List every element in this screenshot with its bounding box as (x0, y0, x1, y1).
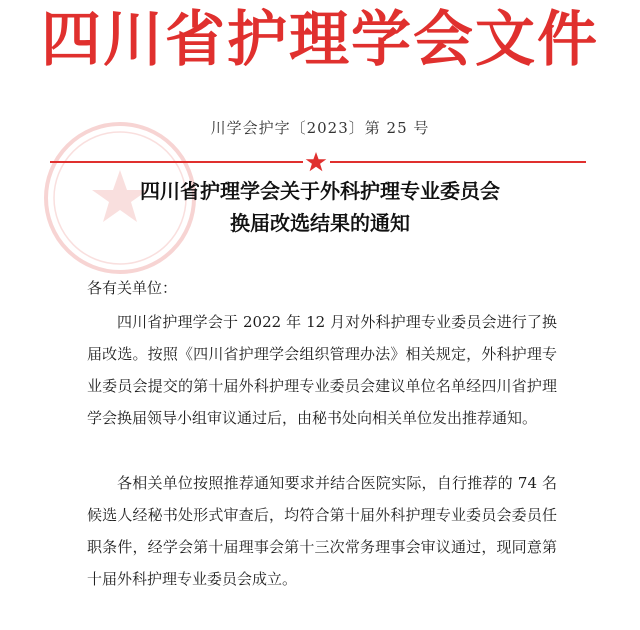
salutation: 各有关单位： (87, 279, 178, 297)
header-divider-left (50, 161, 303, 163)
document-number: 川学会护字〔2023〕第 25 号 (210, 119, 430, 137)
notice-title-line-2: 换届改选结果的通知 (230, 211, 410, 235)
body-paragraph-2: 各相关单位按照推荐通知要求并结合医院实际，自行推荐的 74 名候选人经秘书处形式审查后，均符合第十届外科护理专业委员会委员任职条件，经学会第十届理事会第十三次常务理事会审议通过，现同意第十届外科护理专业委员会成立。 (87, 474, 557, 588)
document-masthead: 四川省护理学会文件 (41, 5, 599, 75)
star-icon (304, 150, 328, 174)
notice-title-line-1: 四川省护理学会关于外科护理专业委员会 (140, 179, 500, 203)
header-divider-right (330, 161, 586, 163)
body-paragraph-1: 四川省护理学会于 2022 年 12 月对外科护理专业委员会进行了换届改选。按照《四川省护理学会组织管理办法》相关规定，外科护理专业委员会提交的第十届外科护理专业委员会建议单位名单经四川省护理学会换届领导小组审议通过后，由秘书处向相关单位发出推荐通知。 (87, 313, 557, 427)
